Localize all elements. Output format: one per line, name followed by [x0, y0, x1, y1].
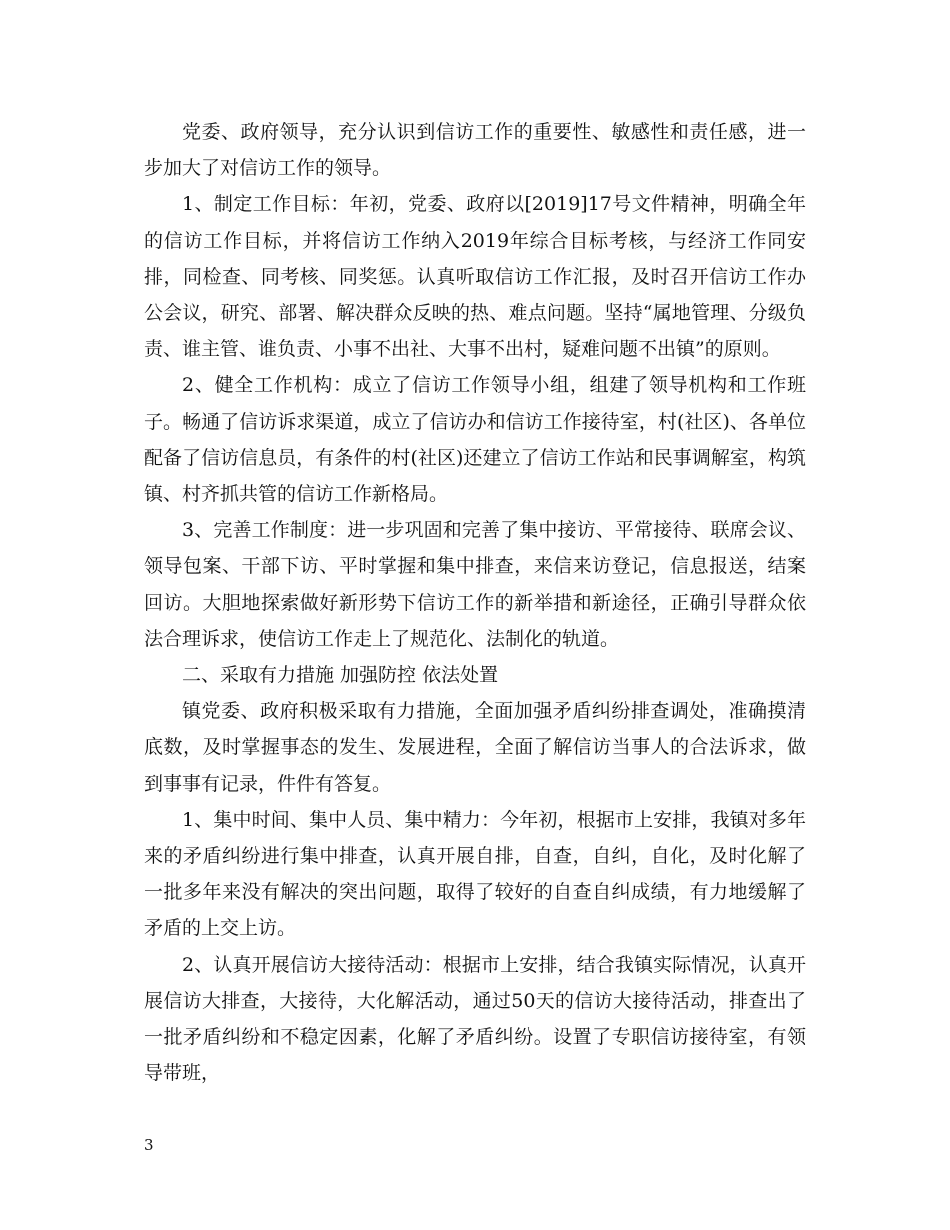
- paragraph: 1、集中时间、集中人员、集中精力：今年初，根据市上安排，我镇对多年来的矛盾纠纷进行集中排查，认真开展自排，自查，自纠，自化，及时化解了一批多年来没有解决的突出问题，取得了较好的自查自纠成绩，有力地缓解了矛盾的上交上访。: [144, 808, 806, 940]
- paragraph: 党委、政府领导，充分认识到信访工作的重要性、敏感性和责任感，进一步加大了对信访工作的领导。: [144, 121, 806, 180]
- section-heading: 二、采取有力措施 加强防控 依法处置: [182, 664, 499, 687]
- paragraph: 镇党委、政府积极采取有力措施，全面加强矛盾纠纷排查调处，准确摸清底数，及时掌握事态的发生、发展进程，全面了解信访当事人的合法诉求，做到事事有记录，件件有答复。: [144, 700, 806, 795]
- document-body: [144, 114, 806, 1091]
- paragraph: 3、完善工作制度：进一步巩固和完善了集中接访、平常接待、联席会议、领导包案、干部下访、平时掌握和集中排查，来信来访登记，信息报送，结案回访。大胆地探索做好新形势下信访工作的新举措和新途径，正确引导群众依法合理诉求，使信访工作走上了规范化、法制化的轨道。: [144, 519, 806, 650]
- paragraph: 1、制定工作目标：年初，党委、政府以[2019]17号文件精神，明确全年的信访工作目标，并将信访工作纳入2019年综合目标考核，与经济工作同安排，同检查、同考核、同奖惩。认真听取信访工作汇报，及时召开信访工作办公会议，研究、部署、解决群众反映的热、难点问题。坚持“属地管理、分级负责、谁主管、谁负责、小事不出社、大事不出村，疑难问题不出镇”的原则。: [144, 193, 806, 361]
- page-number: 3: [144, 1136, 154, 1154]
- paragraph: 2、健全工作机构：成立了信访工作领导小组，组建了领导机构和工作班子。畅通了信访诉求渠道，成立了信访办和信访工作接待室，村(社区)、各单位配备了信访信息员，有条件的村(社区)还建立了信访工作站和民事调解室，构筑镇、村齐抓共管的信访工作新格局。: [144, 374, 806, 506]
- paragraph: 2、认真开展信访大接待活动：根据市上安排，结合我镇实际情况，认真开展信访大排查，大接待，大化解活动，通过50天的信访大接待活动，排查出了一批矛盾纠纷和不稳定因素，化解了矛盾纠纷。设置了专职信访接待室，有领导带班，: [144, 953, 806, 1085]
